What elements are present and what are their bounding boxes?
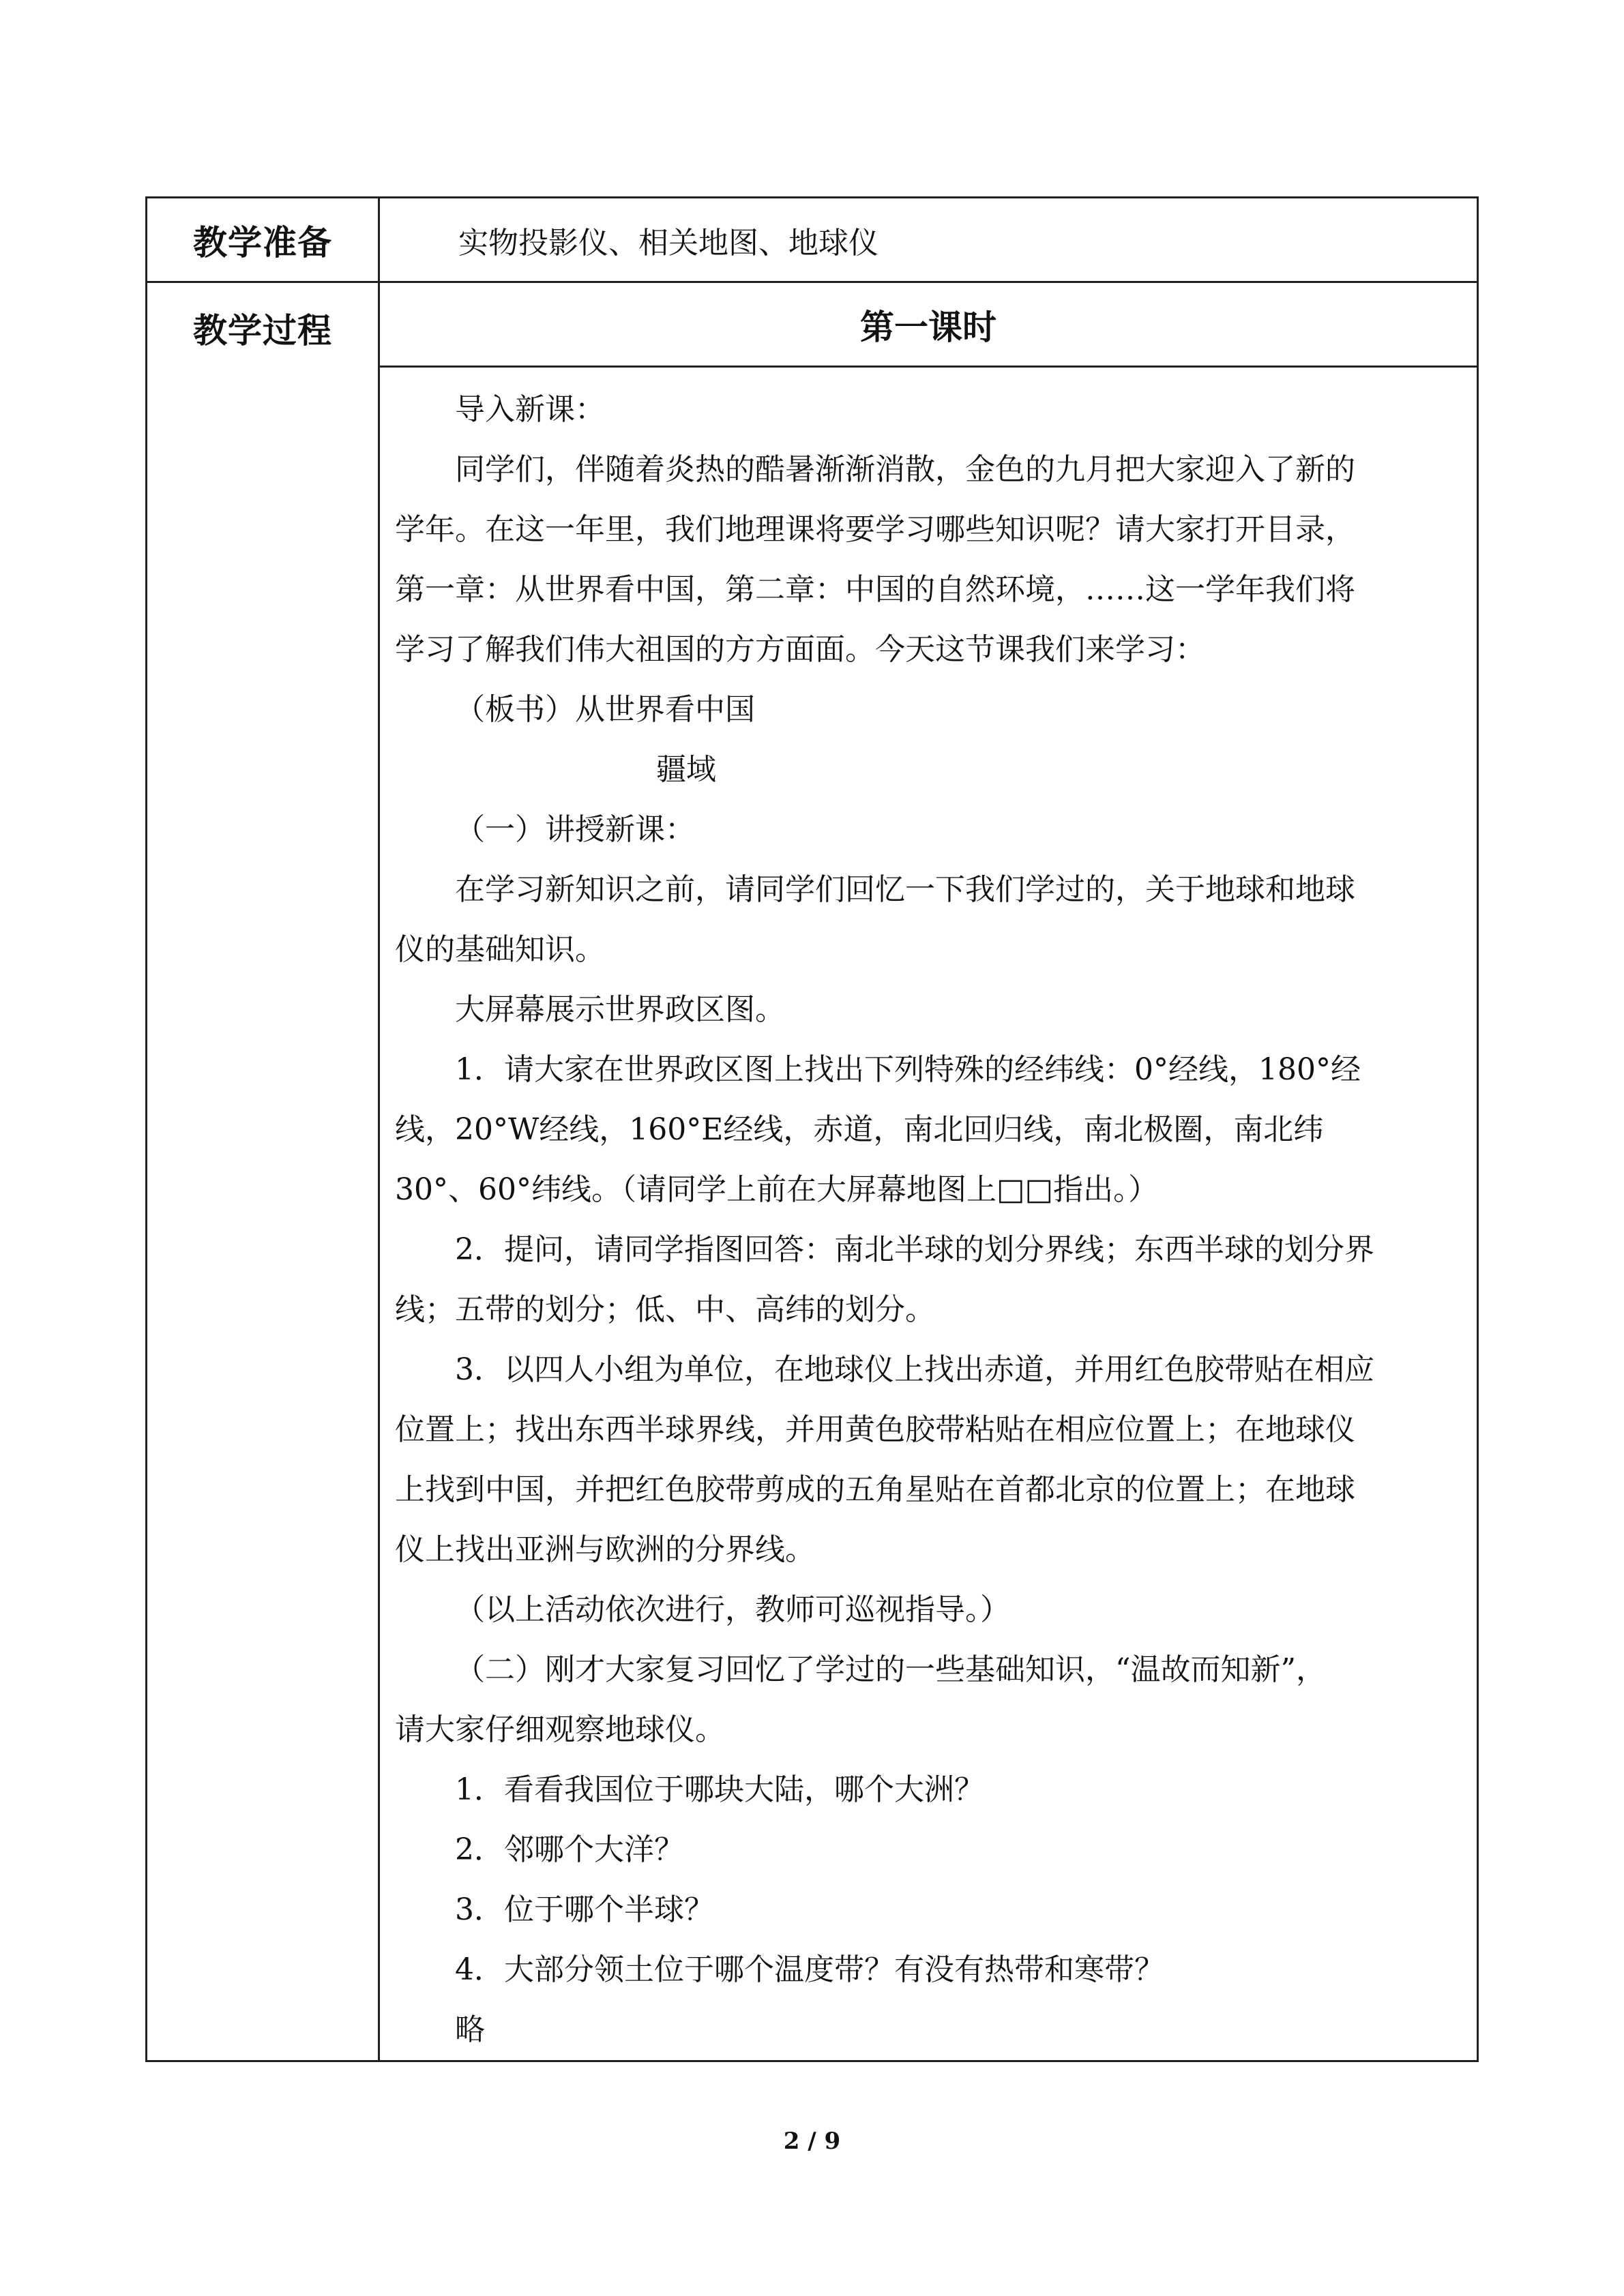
content-line: 大屏幕展示世界政区图。: [455, 992, 785, 1027]
process-label: [147, 282, 379, 2061]
content-line: （以上活动依次进行，教师可巡视指导。）: [455, 1592, 1010, 1627]
content-line: 仪的基础知识。: [395, 932, 605, 967]
content-line: 2．提问，请同学指图回答：南北半球的划分界线；东西半球的划分界: [455, 1232, 1374, 1267]
content-line: 3．以四人小组为单位，在地球仪上找出赤道，并用红色胶带贴在相应: [455, 1352, 1374, 1387]
content-line: 3．位于哪个半球？: [455, 1892, 714, 1927]
content-line: 略: [455, 2012, 485, 2047]
process-row: [147, 282, 1478, 367]
content-line: 1．看看我国位于哪块大陆，哪个大洲？: [455, 1772, 984, 1807]
content-line: 学习了解我们伟大祖国的方方面面。今天这节课我们来学习：: [395, 632, 1205, 667]
content-line: 疆域: [656, 752, 716, 787]
content-line: 30°、60°纬线。（请同学上前在大屏幕地图上□□指出。）: [395, 1172, 1159, 1207]
content-line: 位置上；找出东西半球界线，并用黄色胶带粘贴在相应位置上；在地球仪: [395, 1412, 1355, 1447]
content-line: （板书）从世界看中国: [455, 692, 755, 727]
prep-row: [147, 198, 1478, 282]
content-line: 请大家仔细观察地球仪。: [395, 1712, 725, 1747]
content-line: 学年。在这一年里，我们地理课将要学习哪些知识呢？请大家打开目录，: [395, 512, 1355, 547]
content-line: 同学们，伴随着炎热的酷暑渐渐消散，金色的九月把大家迎入了新的: [455, 452, 1355, 487]
content-line: （一）讲授新课：: [455, 812, 695, 847]
content-line: （二）刚才大家复习回忆了学过的一些基础知识，“温故而知新”，: [455, 1652, 1326, 1687]
content-line: 第一章：从世界看中国，第二章：中国的自然环境，……这一学年我们将: [395, 572, 1355, 607]
content-line: 4．大部分领土位于哪个温度带？有没有热带和寒带？: [455, 1952, 1164, 1987]
lesson-title: 第一课时: [379, 282, 1478, 367]
content-line: 上找到中国，并把红色胶带剪成的五角星贴在首都北京的位置上；在地球: [395, 1472, 1355, 1507]
content-line: 2．邻哪个大洋？: [455, 1832, 684, 1867]
content-line: 线，20°W经线，160°E经线，赤道，南北回归线，南北极圈，南北纬: [395, 1112, 1324, 1147]
content-line: 线；五带的划分；低、中、高纬的划分。: [395, 1292, 935, 1327]
content-line: 在学习新知识之前，请同学们回忆一下我们学过的，关于地球和地球: [455, 872, 1355, 907]
prep-value: 实物投影仪、相关地图、地球仪: [379, 198, 1478, 282]
prep-label: 教学准备: [147, 198, 379, 282]
lesson-plan-table: [145, 196, 1479, 2062]
process-label-text: 教学过程: [193, 311, 332, 351]
content-line: 仪上找出亚洲与欧洲的分界线。: [395, 1532, 815, 1567]
content-line: 导入新课：: [455, 392, 605, 427]
content-line: 1．请大家在世界政区图上找出下列特殊的经纬线：0°经线，180°经: [455, 1052, 1361, 1087]
lesson-content: [379, 367, 1478, 2061]
page-number: 2 / 9: [783, 2128, 841, 2155]
